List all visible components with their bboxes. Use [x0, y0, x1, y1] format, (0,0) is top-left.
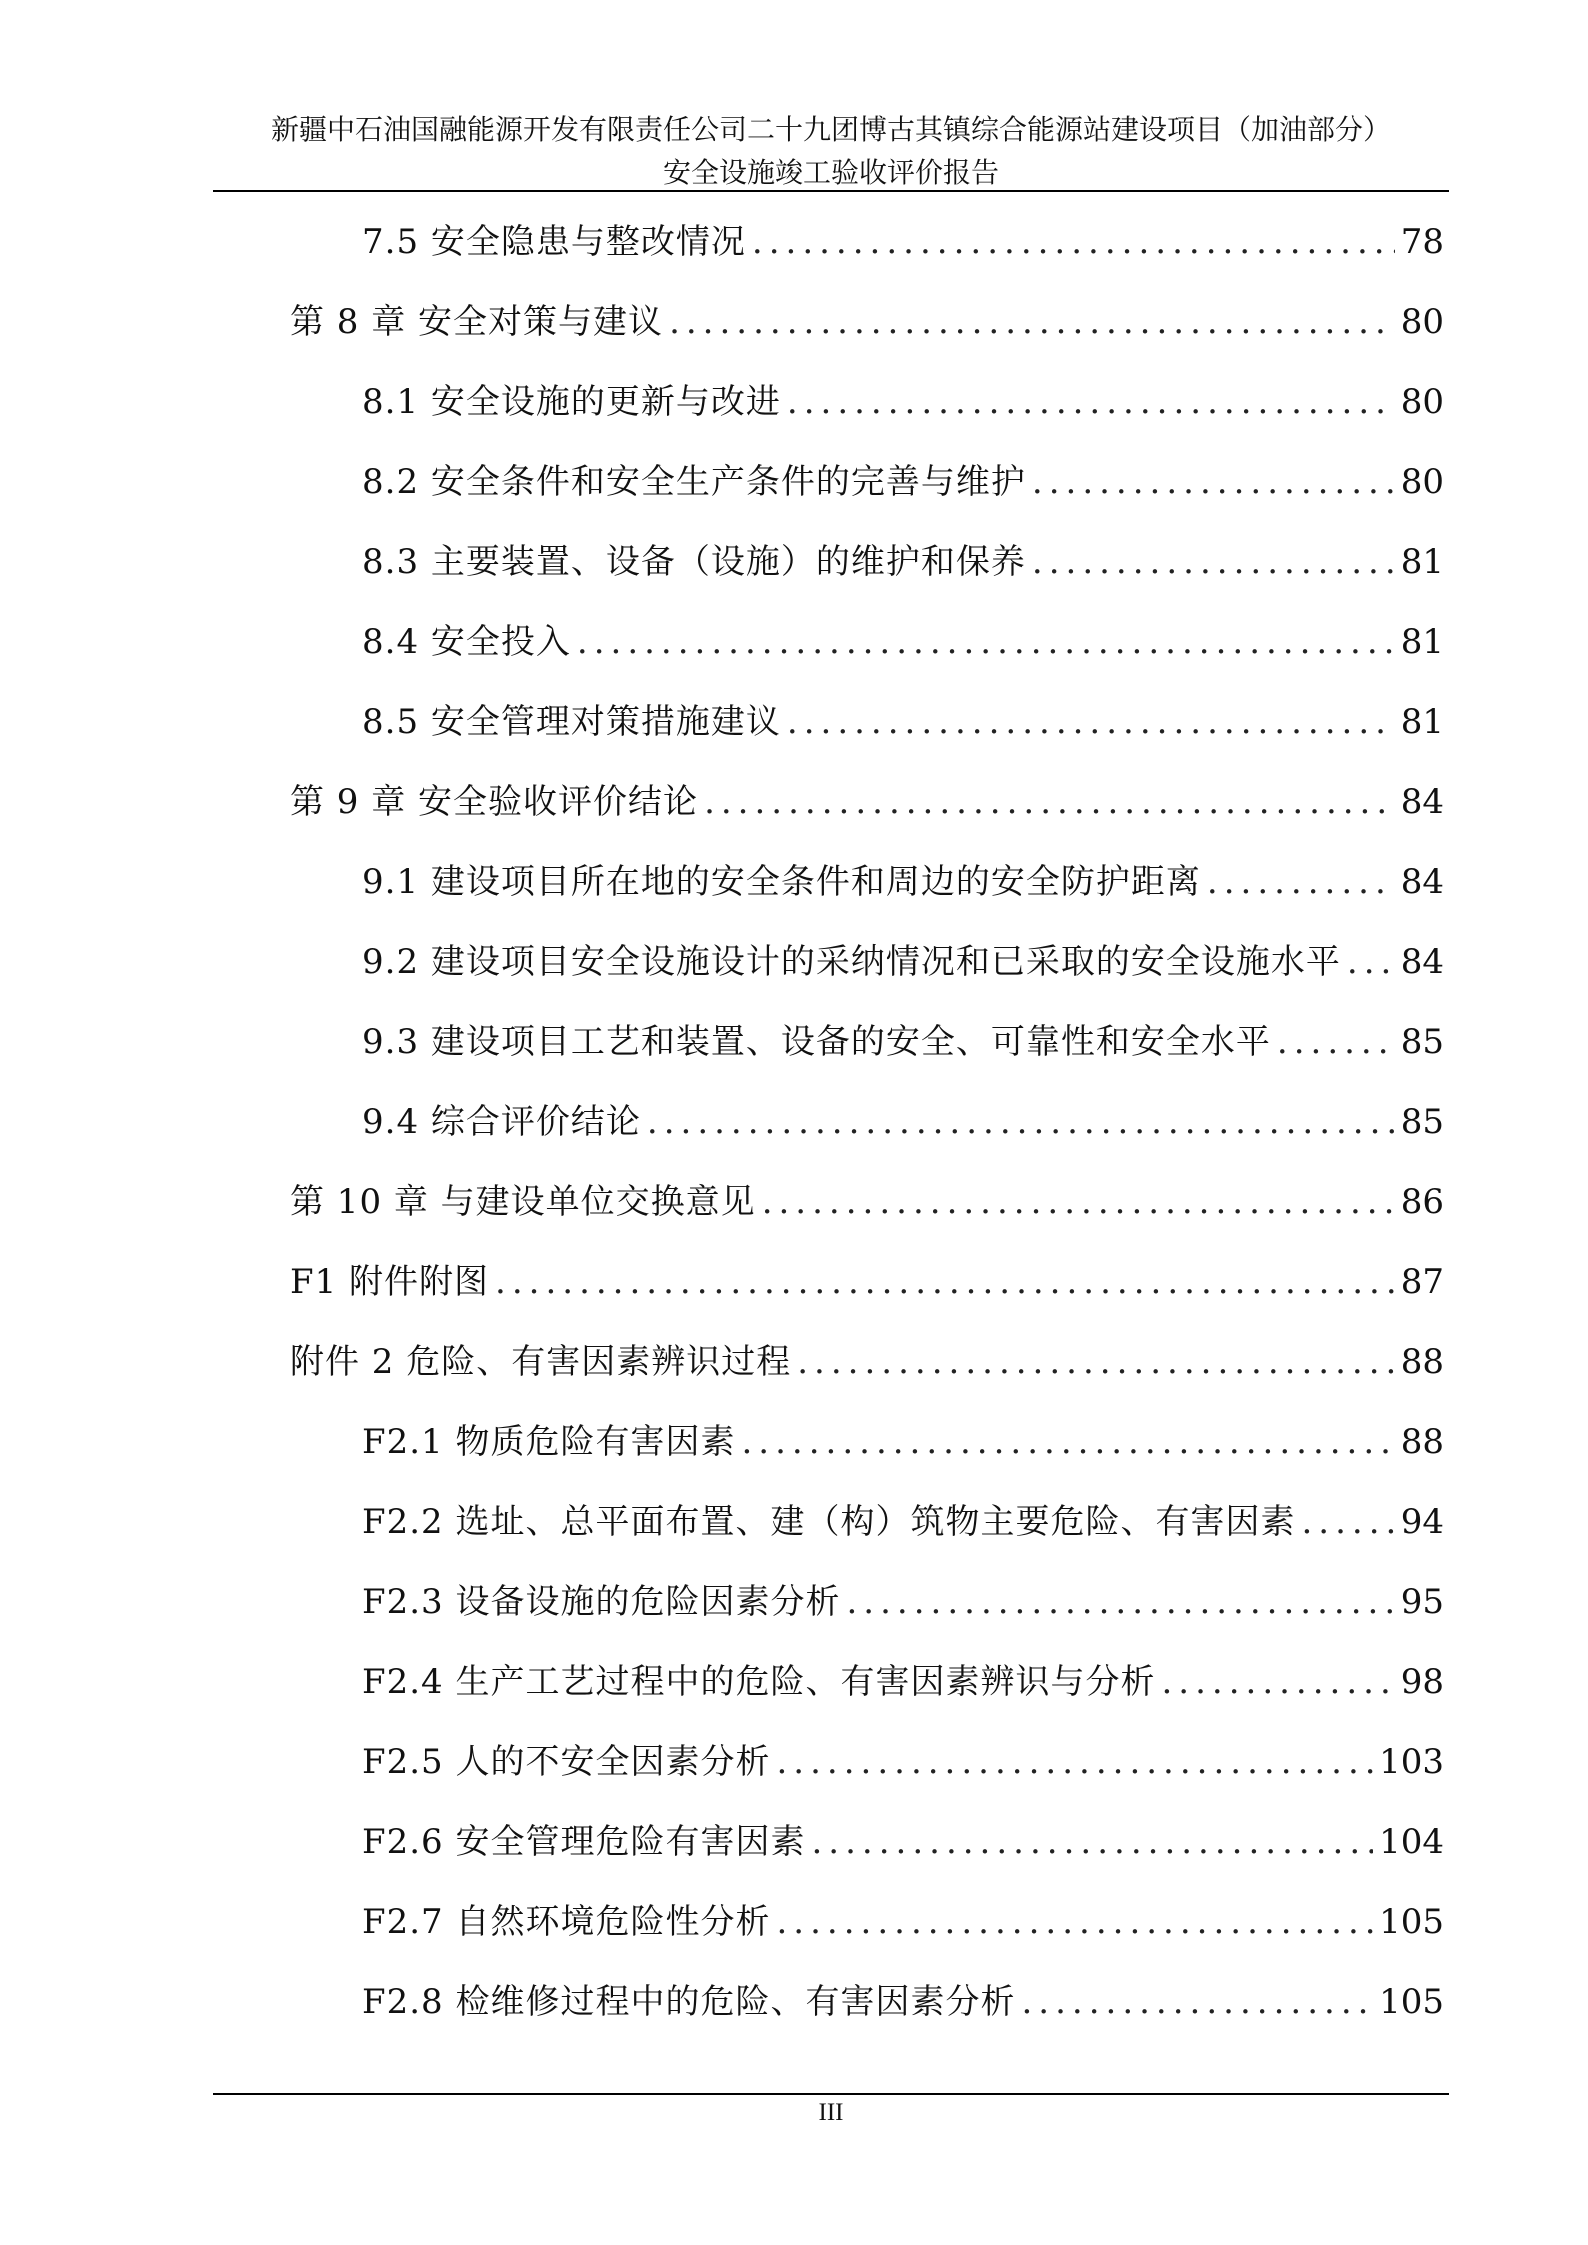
toc-entry-label: 8.2 安全条件和安全生产条件的完善与维护	[362, 462, 1026, 502]
toc-entry[interactable]	[362, 932, 1444, 992]
toc-entry-label: 附件 2 危险、有害因素辨识过程	[290, 1342, 792, 1382]
toc-entry[interactable]	[362, 1412, 1444, 1472]
toc-leader-dots	[1032, 532, 1395, 592]
toc-entry-page: 88	[1400, 1422, 1444, 1462]
toc-entry-label: 9.4 综合评价结论	[362, 1102, 641, 1142]
toc-entry-label: 第 9 章 安全验收评价结论	[290, 782, 699, 822]
footer-divider	[213, 2093, 1449, 2095]
toc-entry-page: 80	[1400, 302, 1444, 342]
toc-entry-page: 81	[1400, 622, 1444, 662]
toc-entry-label: F2.4 生产工艺过程中的危险、有害因素辨识与分析	[362, 1662, 1156, 1702]
toc-leader-dots	[787, 692, 1395, 752]
toc-leader-dots	[1207, 852, 1395, 912]
toc-leader-dots	[1301, 1492, 1394, 1552]
toc-leader-dots	[776, 1892, 1373, 1952]
toc-entry-label: F2.2 选址、总平面布置、建（构）筑物主要危险、有害因素	[362, 1502, 1296, 1542]
toc-entry-page: 98	[1400, 1662, 1444, 1702]
toc-leader-dots	[1347, 932, 1395, 992]
toc-leader-dots	[762, 1172, 1395, 1232]
toc-entry-label: 8.1 安全设施的更新与改进	[362, 382, 781, 422]
toc-entry-page: 87	[1400, 1262, 1444, 1302]
toc-leader-dots	[704, 772, 1395, 832]
toc-leader-dots	[1161, 1652, 1394, 1712]
toc-entry-label: 第 10 章 与建设单位交换意见	[290, 1182, 756, 1222]
toc-entry-label: 9.1 建设项目所在地的安全条件和周边的安全防护距离	[362, 862, 1201, 902]
toc-entry-page: 84	[1400, 862, 1444, 902]
toc-entry[interactable]	[362, 212, 1444, 272]
toc-entry-page: 78	[1400, 222, 1444, 262]
toc-entry[interactable]	[290, 292, 1444, 352]
toc-entry-label: 8.3 主要装置、设备（设施）的维护和保养	[362, 542, 1026, 582]
toc-leader-dots	[787, 372, 1395, 432]
toc-entry-label: 9.3 建设项目工艺和装置、设备的安全、可靠性和安全水平	[362, 1022, 1271, 1062]
toc-entry[interactable]	[362, 452, 1444, 512]
toc-entry[interactable]	[362, 1972, 1444, 2032]
toc-leader-dots	[846, 1572, 1394, 1632]
toc-entry[interactable]	[362, 1732, 1444, 1792]
toc-entry-page: 94	[1400, 1502, 1444, 1542]
toc-leader-dots	[797, 1332, 1394, 1392]
header-title-line-2: 安全设施竣工验收评价报告	[662, 156, 999, 189]
toc-entry-label: F1 附件附图	[290, 1262, 490, 1302]
toc-entry[interactable]	[290, 1172, 1444, 1232]
toc-leader-dots	[647, 1092, 1395, 1152]
toc-entry-page: 104	[1379, 1822, 1444, 1862]
toc-entry-page: 86	[1400, 1182, 1444, 1222]
toc-entry-label: 第 8 章 安全对策与建议	[290, 302, 664, 342]
toc-entry[interactable]	[290, 772, 1444, 832]
page-number: III	[818, 2099, 844, 2126]
toc-leader-dots	[811, 1812, 1373, 1872]
toc-leader-dots	[741, 1412, 1394, 1472]
toc-entry-page: 81	[1400, 702, 1444, 742]
toc-entry[interactable]	[362, 692, 1444, 752]
toc-entry-page: 84	[1400, 782, 1444, 822]
toc-entry-label: F2.1 物质危险有害因素	[362, 1422, 736, 1462]
toc-leader-dots	[669, 292, 1395, 352]
toc-leader-dots	[1021, 1972, 1373, 2032]
toc-entry-label: F2.7 自然环境危险性分析	[362, 1902, 771, 1942]
toc-entry-page: 80	[1400, 462, 1444, 502]
toc-entry-page: 103	[1379, 1742, 1444, 1782]
toc-entry[interactable]	[290, 1332, 1444, 1392]
toc-entry[interactable]	[362, 1012, 1444, 1072]
toc-entry-page: 105	[1379, 1902, 1444, 1942]
header-title-line-1: 新疆中石油国融能源开发有限责任公司二十九团博古其镇综合能源站建设项目（加油部分）	[270, 113, 1391, 146]
toc-entry-label: F2.6 安全管理危险有害因素	[362, 1822, 806, 1862]
toc-entry[interactable]	[290, 1252, 1444, 1312]
toc-leader-dots	[752, 212, 1395, 272]
toc-leader-dots	[495, 1252, 1395, 1312]
toc-entry-page: 95	[1400, 1582, 1444, 1622]
toc-entry-page: 81	[1400, 542, 1444, 582]
toc-entry[interactable]	[362, 1572, 1444, 1632]
toc-entry-label: 7.5 安全隐患与整改情况	[362, 222, 746, 262]
toc-entry[interactable]	[362, 1652, 1444, 1712]
toc-entry-label: 8.4 安全投入	[362, 622, 571, 662]
toc-entry[interactable]	[362, 612, 1444, 672]
toc-entry-label: F2.5 人的不安全因素分析	[362, 1742, 771, 1782]
toc-entry[interactable]	[362, 852, 1444, 912]
toc-entry-page: 85	[1400, 1022, 1444, 1062]
toc-entry[interactable]	[362, 532, 1444, 592]
toc-leader-dots	[776, 1732, 1373, 1792]
toc-entry-page: 85	[1400, 1102, 1444, 1142]
toc-entry-label: 8.5 安全管理对策措施建议	[362, 702, 781, 742]
toc-leader-dots	[1277, 1012, 1395, 1072]
toc-entry[interactable]	[362, 1892, 1444, 1952]
toc-entry-page: 80	[1400, 382, 1444, 422]
toc-entry[interactable]	[362, 1812, 1444, 1872]
toc-entry[interactable]	[362, 372, 1444, 432]
toc-leader-dots	[577, 612, 1395, 672]
toc-entry-page: 84	[1400, 942, 1444, 982]
toc-entry-label: F2.3 设备设施的危险因素分析	[362, 1582, 841, 1622]
toc-entry-label: 9.2 建设项目安全设施设计的采纳情况和已采取的安全设施水平	[362, 942, 1341, 982]
toc-entry-page: 88	[1400, 1342, 1444, 1382]
toc-entry[interactable]	[362, 1492, 1444, 1552]
toc-leader-dots	[1032, 452, 1395, 512]
toc-entry-label: F2.8 检维修过程中的危险、有害因素分析	[362, 1982, 1016, 2022]
toc-entry[interactable]	[362, 1092, 1444, 1152]
toc-entry-page: 105	[1379, 1982, 1444, 2022]
